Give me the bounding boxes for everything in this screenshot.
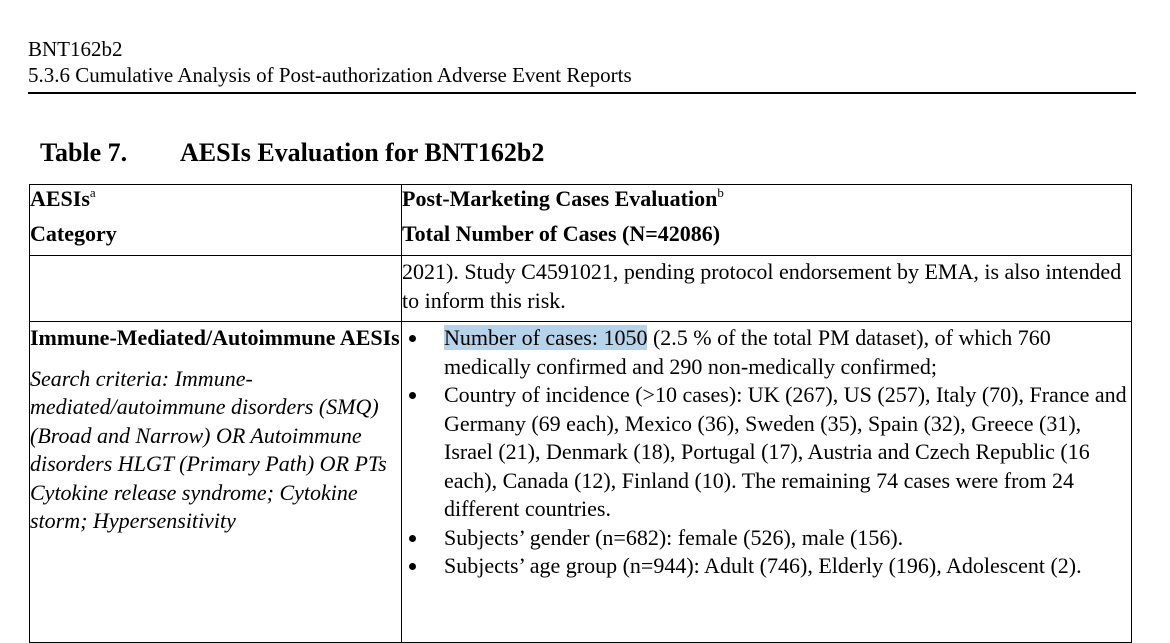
evaluation-cell xyxy=(402,322,1132,643)
subjects-gender: Subjects’ gender (n=682): female (526), male (156). xyxy=(444,524,904,550)
list-item xyxy=(402,381,1131,524)
table-title: AESIs Evaluation for BNT162b2 xyxy=(180,138,545,167)
table-header-row xyxy=(30,185,1132,256)
list-item xyxy=(402,552,1131,581)
header-cell-aesis xyxy=(30,185,402,256)
product-name: BNT162b2 xyxy=(28,37,123,61)
search-criteria: Search criteria: Immune-mediated/autoimmune disorders (SMQ) (Broad and Narrow) OR Autoimmune disorders HLGT (Primary Path) OR PTs Cytokine release syndrome; Cytokine storm; Hypersensitivity xyxy=(30,365,387,533)
bullet-icon xyxy=(409,335,416,342)
bullet-icon xyxy=(409,563,416,570)
aesi-table xyxy=(29,184,1132,643)
evaluation-bullets xyxy=(402,324,1131,581)
list-item xyxy=(402,524,1131,553)
empty-category-cell xyxy=(30,256,402,322)
continued-cell xyxy=(402,256,1132,322)
header-divider xyxy=(28,92,1136,94)
continued-text: 2021). Study C4591021, pending protocol endorsement by EMA, is also intended to inform this risk. xyxy=(402,259,1122,313)
bullet-icon xyxy=(409,535,416,542)
header-aesis: AESIs xyxy=(30,186,90,211)
category-cell xyxy=(30,322,402,643)
list-item xyxy=(402,324,1131,381)
category-title: Immune-Mediated/Autoimmune AESIs xyxy=(30,325,400,350)
section-title: 5.3.6 Cumulative Analysis of Post-authorization Adverse Event Reports xyxy=(28,63,632,87)
table-row-immune xyxy=(30,322,1132,643)
header-evaluation: Post-Marketing Cases Evaluation xyxy=(402,186,718,211)
table-caption xyxy=(40,138,544,168)
footnote-marker-b: b xyxy=(717,185,724,200)
highlighted-case-count: Number of cases: 1050 xyxy=(444,325,648,350)
header-category: Category xyxy=(30,220,117,246)
table-row-continued xyxy=(30,256,1132,322)
country-incidence: Country of incidence (>10 cases): UK (267), US (257), Italy (70), France and Germany (69 each), Mexico (36), Sweden (35), Spain (32), Greece (31), Israel (21), Denmark (18), Portugal (17), Austria and Czech Republic (16 each), Canada (12), Finland (10). The remaining 74 cases were from 24 different countries. xyxy=(444,382,1127,521)
bullet-icon xyxy=(409,392,416,399)
header-cell-evaluation xyxy=(402,185,1132,256)
footnote-marker-a: a xyxy=(89,185,96,200)
header-total-cases: Total Number of Cases (N=42086) xyxy=(402,220,721,246)
document-header xyxy=(28,36,1136,88)
subjects-age-group: Subjects’ age group (n=944): Adult (746), Elderly (196), Adolescent (2). xyxy=(444,553,1082,578)
case-count-detail: (2.5 % of the total PM dataset), of which 760 medically confirmed and 290 non-medically confirmed; xyxy=(444,325,1051,379)
table-number: Table 7. xyxy=(40,138,128,167)
